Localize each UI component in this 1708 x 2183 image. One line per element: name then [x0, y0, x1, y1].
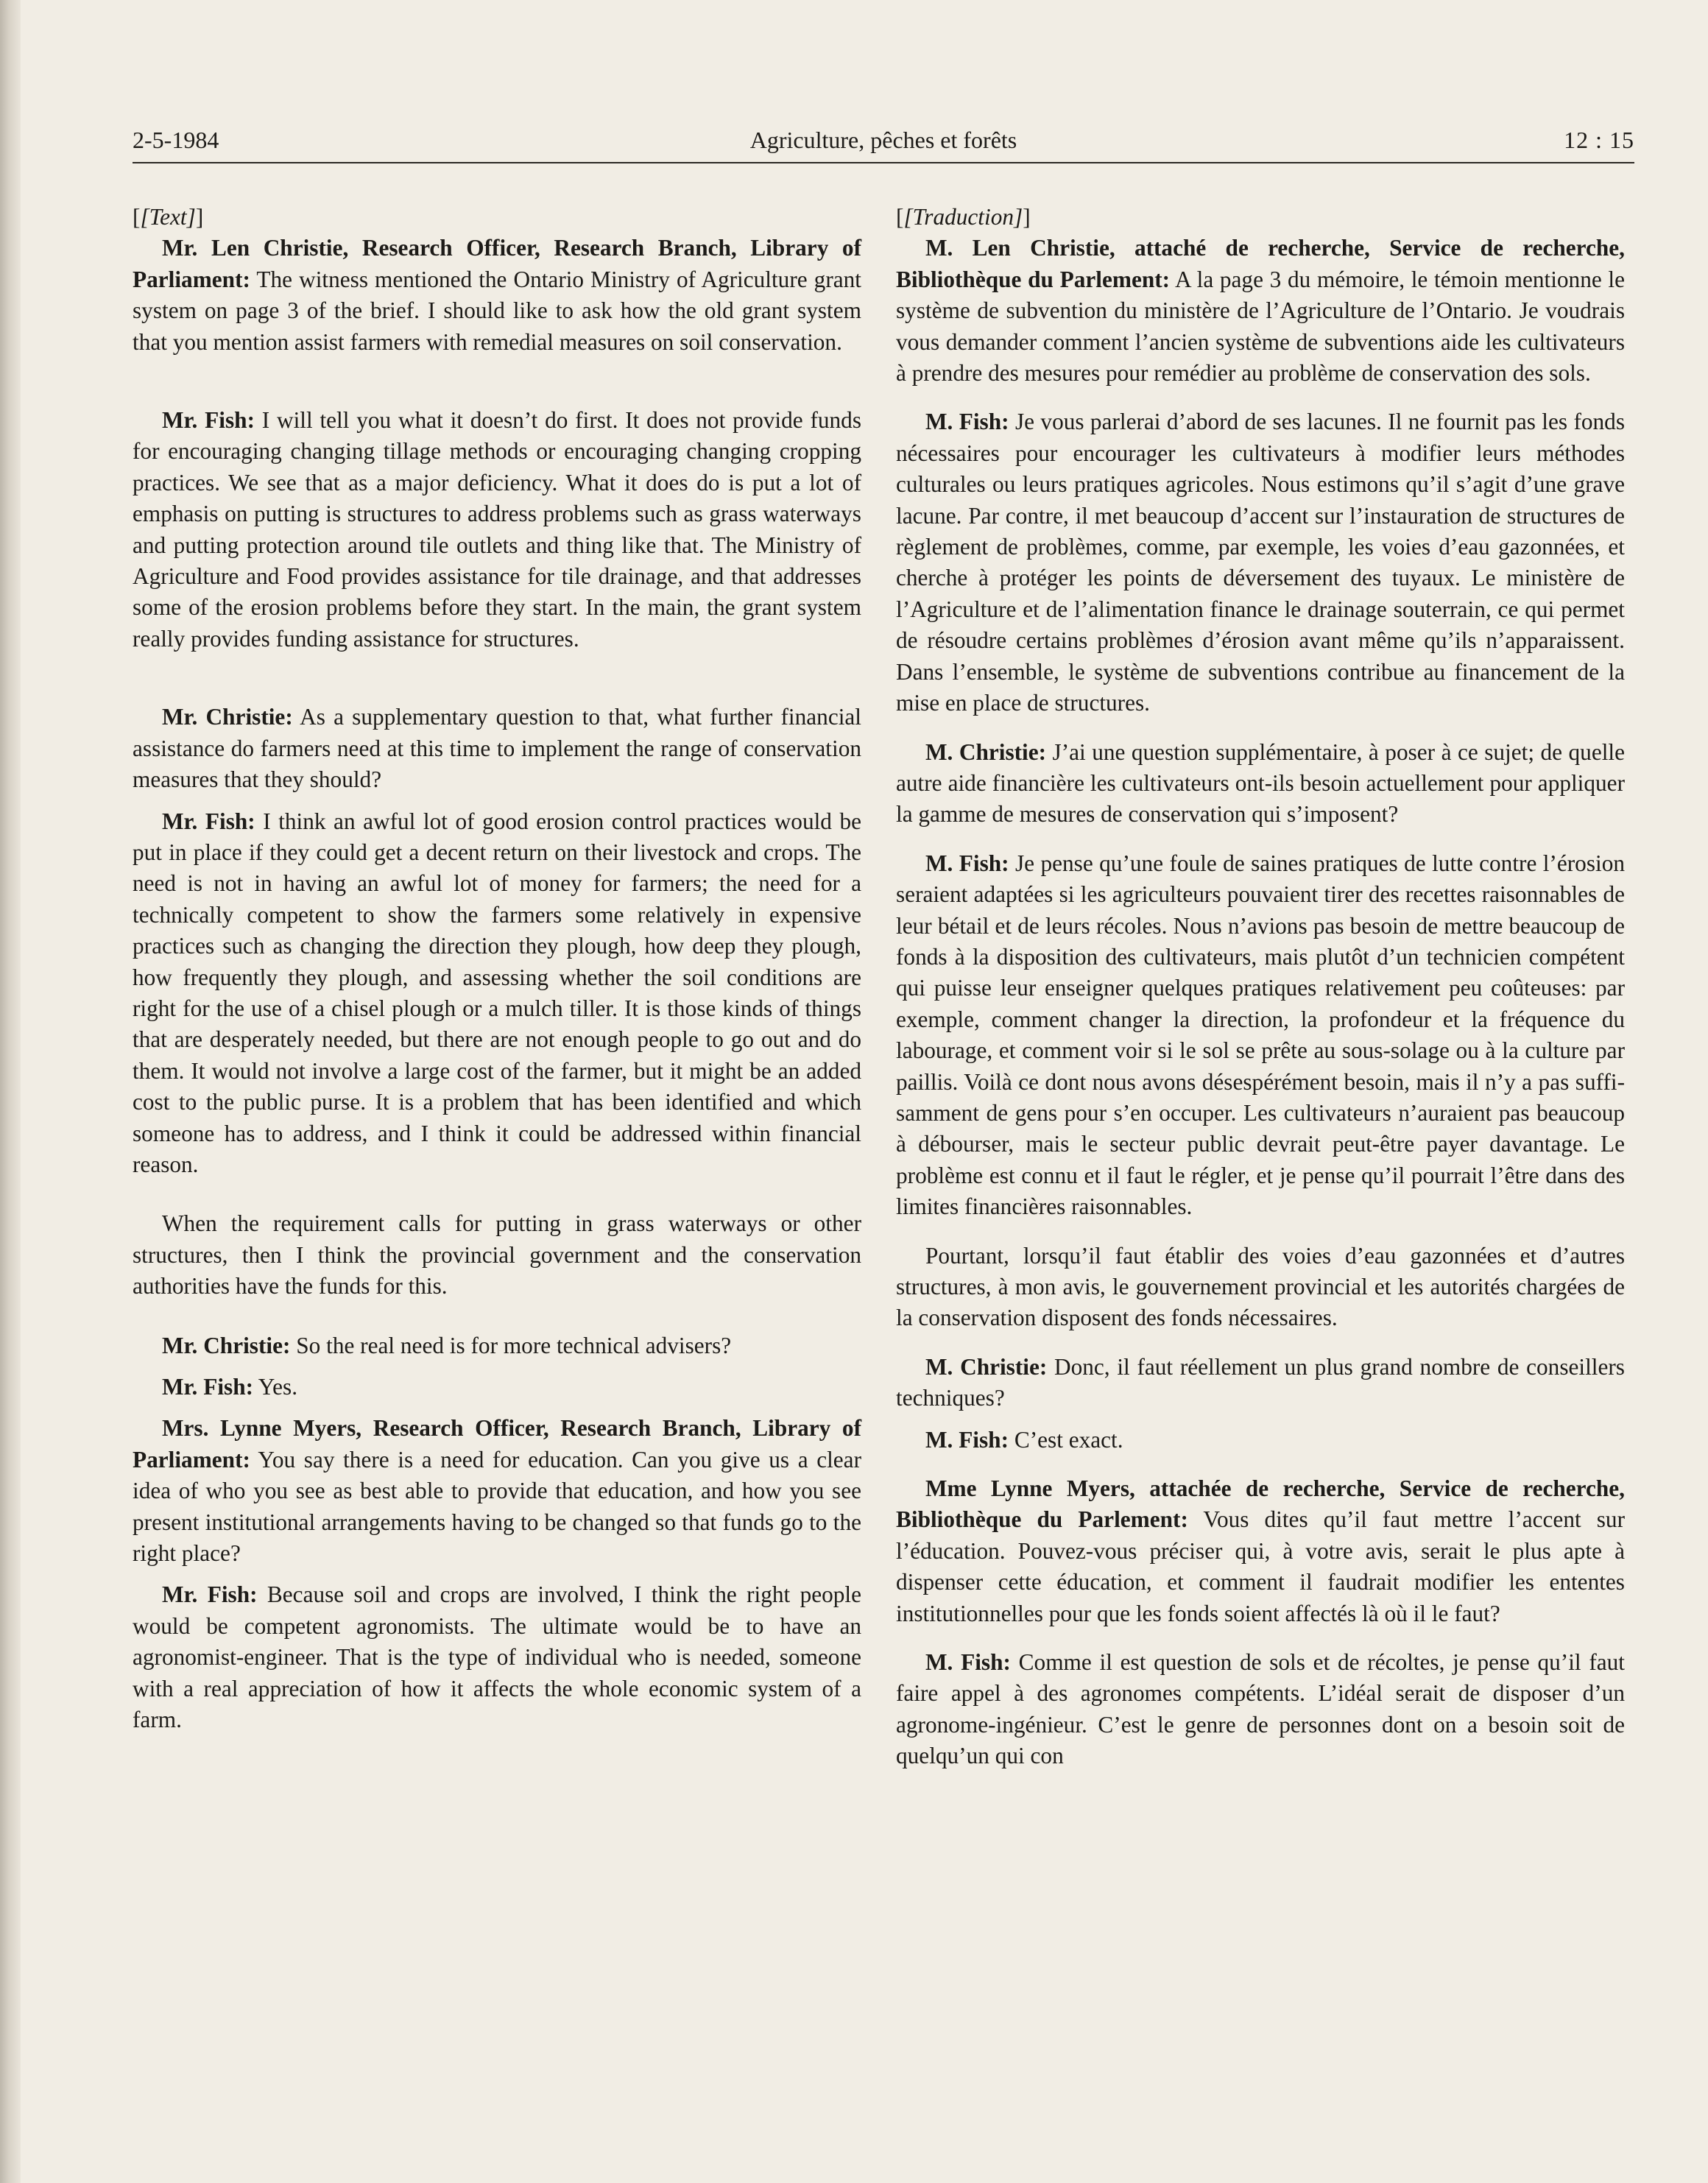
- speaker-name: Mrs. Lynne Myers, Research Officer, Research Branch, Library of Parliament:: [133, 1415, 861, 1473]
- paragraph-text: So the real need is for more technical advisers?: [290, 1332, 732, 1358]
- transcript-paragraph: [133, 1579, 861, 1735]
- paragraph-text: As a supplementary question to that, what further financial assistance do farmers need at this time to implement the range of conservation measures that they should?: [133, 704, 861, 793]
- language-marker: [[Traduction]]: [896, 204, 1031, 230]
- paragraph-text: I will tell you what it doesn’t do first. It does not provide funds for encouraging changing tillage methods or encouraging changing cropping practices. We see that as a major deficiency. What it does do is put a lot of emphasis on putting is structures to address problems such as grass waterways and putting protection around tile outlets and thing like that. The Ministry of Agriculture and Food provides assistance for tile drainage, and that addresses some of the erosion problems before they start. In the main, the grant system really provides funding assistance for structures.: [133, 407, 862, 652]
- transcript-paragraph: [896, 1241, 1625, 1334]
- speaker-name: Mr. Fish:: [162, 808, 255, 834]
- transcript-paragraph: [133, 1208, 861, 1302]
- paragraph-text: Because soil and crops are involved, I think the right people would be competent agronomists. The ultimate would be to have an agronomist-engineer. That is the type of individual who is needed, someone with a real appreciation of how it affects the whole economic system of a farm.: [133, 1581, 861, 1733]
- transcript-paragraph: [133, 405, 861, 655]
- paragraph-text: Je pense qu’une foule de saines pratiques de lutte contre l’érosion seraient adaptées si les agriculteurs pouvaient tirer des recettes raisonnables de leur bétail et de leurs récoles. Nous n’avions pas besoin de mettre beaucoup de fonds à la disposition des cultivateurs, mais plutôt d’un technicien compétent qui puisse leur enseigner quelques pratiques relativement peu coûteuses: par exemple, comment changer la direction, la profondeur et la fréquence du labourage, et comment voir si le sol se prête au sous-solage ou à la culture par paillis. Voilà ce dont nous avons désespérément besoin, mais il n’y a pas suffisamment de gens pour s’en occuper. Les cultivateurs n’auraient pas beaucoup à débourser, mais le secteur public devrait peut-être payer davantage. Le problème est connu et il faut le régler, et je pense qu’il pourrait l’être dans des limites financières raisonnables.: [896, 850, 1625, 1220]
- transcript-paragraph: [133, 233, 861, 358]
- transcript-paragraph: [896, 737, 1625, 830]
- paragraph-text: C’est exact.: [1009, 1426, 1123, 1453]
- page-binding-edge: [0, 0, 21, 2183]
- paragraph-text: Pourtant, lorsqu’il faut établir des voies d’eau gazonnées et d’autres structures, à mon avis, le gouvernement provincial et les autorités chargées de la conservation disposent des fonds nécessaires.: [896, 1242, 1625, 1331]
- language-marker: [[Text]]: [133, 204, 204, 230]
- transcript-paragraph: [896, 848, 1625, 1223]
- paragraph-text: I think an awful lot of good erosion control practices would be put in place if they could get a decent return on their livestock and crops. The need is not in having an awful lot of money for farmers; the need for a technically competent to show the farmers some relatively in expensive practices such as changing the direction they plough, how deep they plough, how frequently they plough, and assessing whether the soil conditions are right for the use of a chisel plough or a mulch tiller. It is those kinds of things that are desperately needed, but there are not enough people to go out and do them. It would not involve a large cost of the farmer, but it might be an added cost to the public purse. It is a problem that has been identified and which someone has to address, and I think it could be addressed within financial reason.: [133, 808, 862, 1177]
- speaker-name: M. Christie:: [925, 1353, 1048, 1380]
- speaker-name: Mr. Christie:: [162, 704, 293, 730]
- english-column: [133, 202, 861, 1735]
- transcript-paragraph: [896, 1425, 1625, 1456]
- transcript-paragraph: [133, 1372, 861, 1403]
- transcript-paragraph: [896, 233, 1625, 389]
- speaker-name: Mr. Fish:: [162, 1581, 258, 1608]
- speaker-name: Mr. Fish:: [162, 407, 255, 434]
- paragraph-text: A la page 3 du mémoire, le témoin mentionne le système de subvention du ministère de l’Agriculture de l’Ontario. Je voudrais vous demander comment l’ancien système de subventions aide les cultivateurs à prendre des mesures pour remédier au problème de conservation des sols.: [896, 266, 1626, 387]
- transcript-paragraph: [896, 1647, 1625, 1772]
- paragraph-text: Donc, il faut réellement un plus grand nombre de conseillers techniques?: [896, 1353, 1625, 1411]
- paragraph-text: When the requirement calls for putting in grass waterways or other structures, then I think the provincial government and the conservation authorities have the funds for this.: [133, 1210, 861, 1299]
- header-page-number: 12 : 15: [1564, 127, 1634, 153]
- paragraph-text: Vous dites qu’il faut mettre l’accent sur l’éducation. Pouvez-vous préciser qui, à votre avis, serait le plus apte à dispenser cette éducation, et comment il faudrait modifier les ententes institutionnelles pour que les fonds soient affectés là où il le faut?: [896, 1506, 1625, 1626]
- paragraph-text: Yes.: [253, 1374, 298, 1400]
- header-rule: [133, 162, 1634, 163]
- speaker-name: Mme Lynne Myers, attachée de recherche, Service de recherche, Bibliothèque du Parlement:: [896, 1475, 1625, 1533]
- speaker-name: Mr. Christie:: [162, 1332, 291, 1358]
- speaker-name: M. Fish:: [925, 850, 1009, 876]
- speaker-name: M. Fish:: [925, 1649, 1011, 1676]
- transcript-paragraph: [896, 1473, 1625, 1629]
- speaker-name: M. Fish:: [925, 409, 1009, 435]
- speaker-name: M. Len Christie, attaché de recherche, Service de recherche, Bibliothèque du Parlement:: [896, 235, 1625, 292]
- paragraph-text: Comme il est question de sols et de récoltes, je pense qu’il faut faire appel à des agronomes compétents. L’idéal serait de disposer d’un agronome-ingénieur. C’est le genre de personnes dont on a besoin soit de quelqu’un qui con: [896, 1649, 1625, 1769]
- paragraph-text: J’ai une question supplémentaire, à poser à ce sujet; de quelle autre aide financière les cultivateurs ont-ils besoin actuellement pour appliquer la gamme de mesures de conservation qui s’imposent?: [896, 738, 1625, 828]
- speaker-name: M. Fish:: [925, 1426, 1009, 1453]
- transcript-paragraph: [896, 406, 1625, 719]
- paragraph-text: The witness mentioned the Ontario Ministry of Agriculture grant system on page 3 of the brief. I should like to ask how the old grant system that you mention assist farmers with remedial measures on soil conservation.: [133, 266, 861, 355]
- speaker-name: Mr. Fish:: [162, 1374, 254, 1400]
- speaker-name: Mr. Len Christie, Research Officer, Research Branch, Library of Parliament:: [133, 235, 861, 292]
- transcript-paragraph: [133, 1413, 861, 1569]
- transcript-paragraph: [133, 806, 861, 1181]
- transcript-paragraph: [896, 1352, 1625, 1414]
- transcript-paragraph: [133, 1330, 861, 1361]
- language-marker-text: [Text]: [140, 204, 196, 230]
- header-title: Agriculture, pêches et forêts: [749, 127, 1017, 153]
- speaker-name: M. Christie:: [925, 738, 1047, 765]
- transcript-paragraph: [133, 702, 861, 795]
- french-column: [896, 202, 1625, 1772]
- running-header: [133, 127, 1634, 161]
- paragraph-text: You say there is a need for education. Can you give us a clear idea of who you see as best able to provide that education, and how you see present institutional arrangements having to be changed so that funds go to the right place?: [133, 1446, 861, 1567]
- language-marker-text: [Traduction]: [903, 204, 1023, 230]
- header-date: 2-5-1984: [133, 127, 219, 153]
- paragraph-text: Je vous parlerai d’abord de ses lacunes. Il ne fournit pas les fonds nécessaires pour encourager les cultivateurs à modifier leurs méthodes culturales ou leurs pratiques agricoles. Nous estimons qu’il s’agit d’une grave lacune. Par contre, il met beaucoup d’accent sur l’instauration de structures de règlement de problèmes, comme, par exemple, les voies d’eau gazonnées, et cherche à protéger les points de déversement des tuyaux. Le ministère de l’Agriculture et de l’alimentation finance le drainage souterrain, ce qui permet de résoudre certains problèmes d’érosion avant même qu’ils n’apparaissent. Dans l’ensemble, le système de subventions contribue au financement de la mise en place de structures.: [896, 409, 1625, 716]
